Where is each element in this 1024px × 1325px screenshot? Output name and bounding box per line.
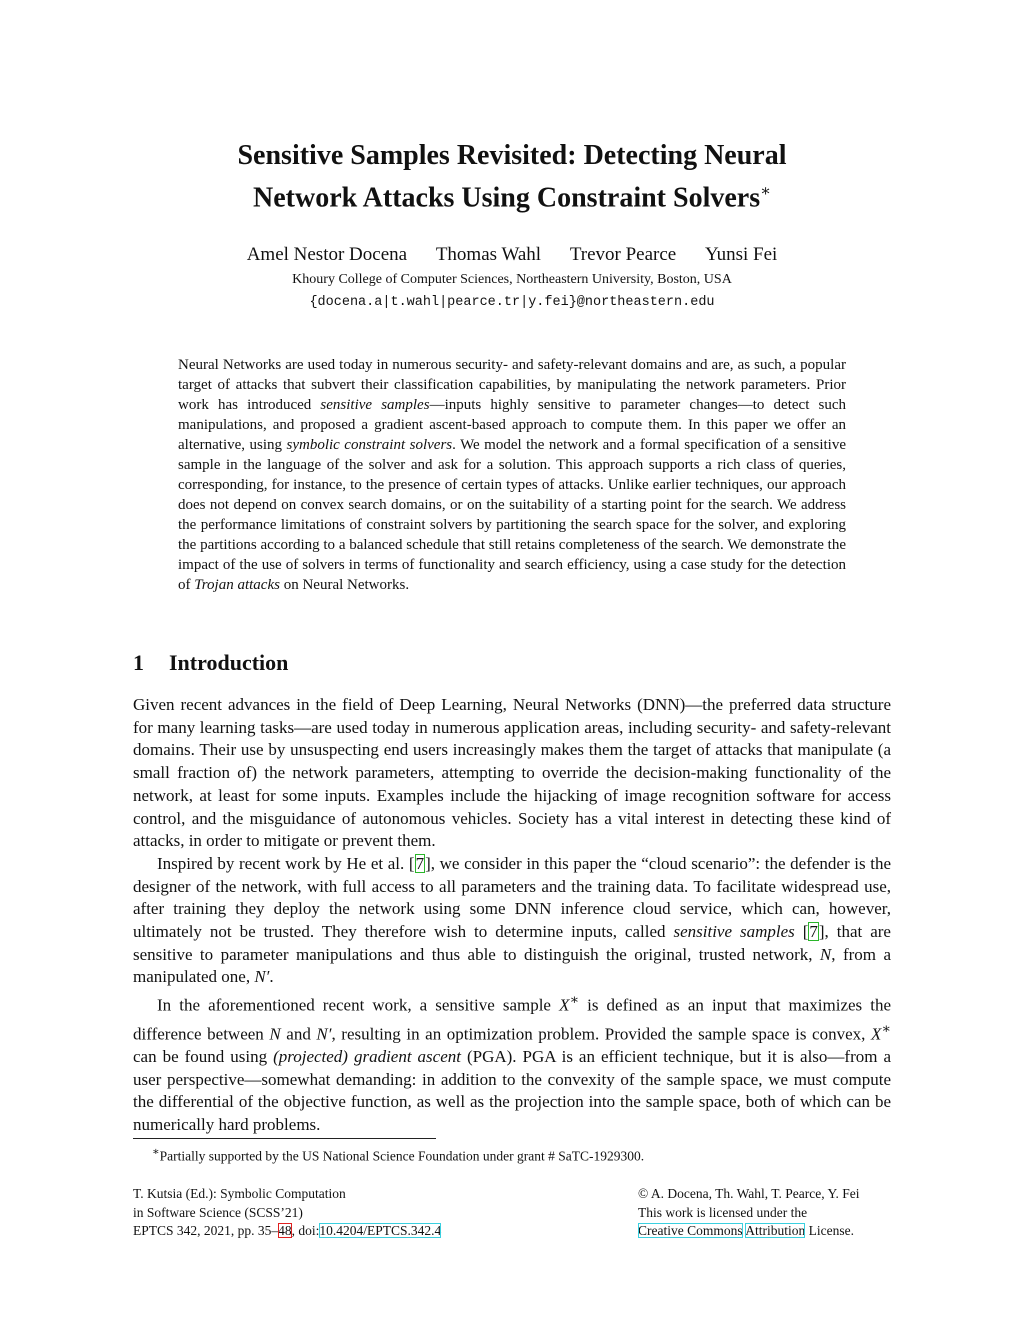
author-name: Thomas Wahl (435, 244, 542, 265)
publication-line: in Software Science (SCSS’21) (133, 1204, 303, 1220)
math-symbol: N′ (254, 967, 270, 987)
title-line-2 (150, 174, 874, 216)
intro-paragraph-3 (133, 989, 891, 1137)
section-heading (133, 648, 288, 678)
doi-link[interactable]: 10.4204/EPTCS.342.4 (319, 1223, 442, 1238)
publication-text: , doi: (291, 1223, 320, 1238)
paragraph-text: can be found using (133, 1046, 274, 1066)
abstract-emphasis: sensitive samples (320, 397, 430, 413)
paragraph-text: Inspired by recent work by He et al. [ (157, 853, 415, 873)
publication-line (133, 1222, 513, 1241)
abstract-emphasis: symbolic constraint solvers (286, 437, 453, 453)
footnote (152, 1142, 872, 1167)
paragraph-text: In the aforementioned recent work, a sensitive sample (157, 995, 560, 1015)
author-list (150, 242, 874, 268)
citation-link[interactable]: 7 (415, 853, 425, 873)
paragraph-text: , resulting in an optimization problem. Provided the sample space is convex, (331, 1024, 871, 1044)
math-symbol: N (269, 1024, 281, 1044)
author-email: {docena.a|t.wahl|pearce.tr|y.fei}@northeastern.edu (309, 295, 715, 310)
last-page-link[interactable]: 48 (278, 1223, 292, 1238)
publication-info (133, 1185, 513, 1241)
paragraph-text: , from a manipulated one, (133, 944, 891, 987)
abstract-text: Neural Networks are used today in numerous security- and safety-relevant domains and are, as such, a popular target of attacks that subvert their classification capabilities, by manipulating the network parameters. Prior work has introduced (178, 357, 846, 413)
abstract (178, 355, 846, 595)
math-symbol: N (819, 944, 832, 964)
paragraph-text: is defined as an input that maximizes the difference between (133, 995, 891, 1044)
section-title: Introduction (169, 650, 289, 675)
author-name: Amel Nestor Docena (246, 244, 408, 265)
publication-line: T. Kutsia (Ed.): Symbolic Computation (133, 1186, 346, 1201)
abstract-emphasis: Trojan attacks (194, 577, 280, 593)
license-text: License. (805, 1223, 854, 1238)
citation-link[interactable]: 7 (809, 922, 818, 942)
copyright-line: © A. Docena, Th. Wahl, T. Pearce, Y. Fei (638, 1186, 860, 1201)
footnote-text: Partially supported by the US National Science Foundation under grant # SaTC-1929300. (159, 1148, 645, 1164)
paragraph-text: [ (794, 922, 809, 942)
license-info (638, 1185, 898, 1241)
abstract-text: on Neural Networks. (279, 577, 410, 593)
title-footnote-mark: ∗ (760, 183, 771, 200)
abstract-text: . We model the network and a formal specification of a sensitive sample in the language of the solver and ask for a solution. This approach supports a rich class of queries, corresponding, for instance, to the presence of certain types of attacks. Unlike earlier techniques, our approach does not depend on convex search domains, or on the suitability of a starting point for the search. We address the performance limitations of constraint solvers by partitioning the search space for the solver, and exploring the partitions according to a balanced schedule that still retains completeness of the search. We demonstrate the impact of the use of solvers in terms of functionality and search efficiency, using a case study for the detection of (178, 437, 846, 593)
author-name: Trevor Pearce (569, 244, 677, 265)
paragraph-emphasis: (projected) gradient ascent (273, 1046, 461, 1066)
introduction-body (133, 694, 891, 1137)
section-number: 1 (133, 650, 144, 675)
paragraph-text: ], we consider in this paper the “cloud scenario”: the defender is the designer of the network, with full access to all parameters and the training data. To facilitate widespread use, after training they deploy the network using some DNN inference cloud service, which can, however, ultimately not be trusted. They therefore wish to determine inputs, called (133, 853, 892, 942)
math-symbol: X (559, 995, 570, 1015)
math-superscript: ∗ (881, 1020, 891, 1037)
paragraph-emphasis: sensitive samples (673, 922, 795, 942)
attribution-link[interactable]: Attribution (745, 1223, 806, 1238)
footnote-divider (133, 1138, 436, 1139)
intro-paragraph-1: Given recent advances in the field of Deep Learning, Neural Networks (DNN)—the preferred data structure for many learning tasks—are used today in numerous application areas, including security- and safety-relevant domains. Their use by unsuspecting end users increasingly makes them the target of attacks that manipulate (a small fraction of) the network parameters, attempting to override the decision-making functionality of the network, at least for some inputs. Examples include the hijacking of image recognition software for access control, and the misguidance of autonomous vehicles. Society has a vital interest in detecting these kind of attacks, in order to mitigate or prevent them. (133, 695, 891, 851)
author-name: Yunsi Fei (704, 244, 778, 265)
affiliation: Khoury College of Computer Sciences, Northeastern University, Boston, USA (292, 272, 732, 287)
publication-text: EPTCS 342, 2021, pp. 35– (133, 1223, 279, 1238)
math-symbol: X (870, 1024, 882, 1044)
paragraph-text: ], that are sensitive to parameter manipulations and thus able to distinguish the original, trusted network, (133, 922, 891, 964)
title-line-2-text: Network Attacks Using Constraint Solvers (253, 182, 761, 214)
paper-title (150, 138, 874, 216)
paragraph-text: (PGA). PGA is an efficient technique, but it is also—from a user perspective—somewhat demanding: in addition to the convexity of the sample space, we must compute the differential of the objective function, as well as the projection into the sample space, both of which can be numerically hard problems. (133, 1046, 891, 1134)
title-line-1: Sensitive Samples Revisited: Detecting Neural (237, 140, 787, 171)
license-line: This work is licensed under the (638, 1204, 808, 1220)
paragraph-text: and (280, 1024, 317, 1044)
intro-paragraph-2 (133, 853, 891, 989)
license-line (638, 1222, 898, 1241)
abstract-text: —inputs highly sensitive to parameter changes—to detect such manipulations, and proposed a gradient ascent-based approach to compute them. In this paper we offer an alternative, using (178, 397, 847, 453)
math-symbol: N′ (316, 1024, 332, 1044)
math-superscript: ∗ (569, 992, 580, 1009)
footnote-mark: ∗ (152, 1146, 160, 1158)
paragraph-text: . (269, 967, 274, 987)
creative-commons-link[interactable]: Creative Commons (638, 1223, 743, 1238)
